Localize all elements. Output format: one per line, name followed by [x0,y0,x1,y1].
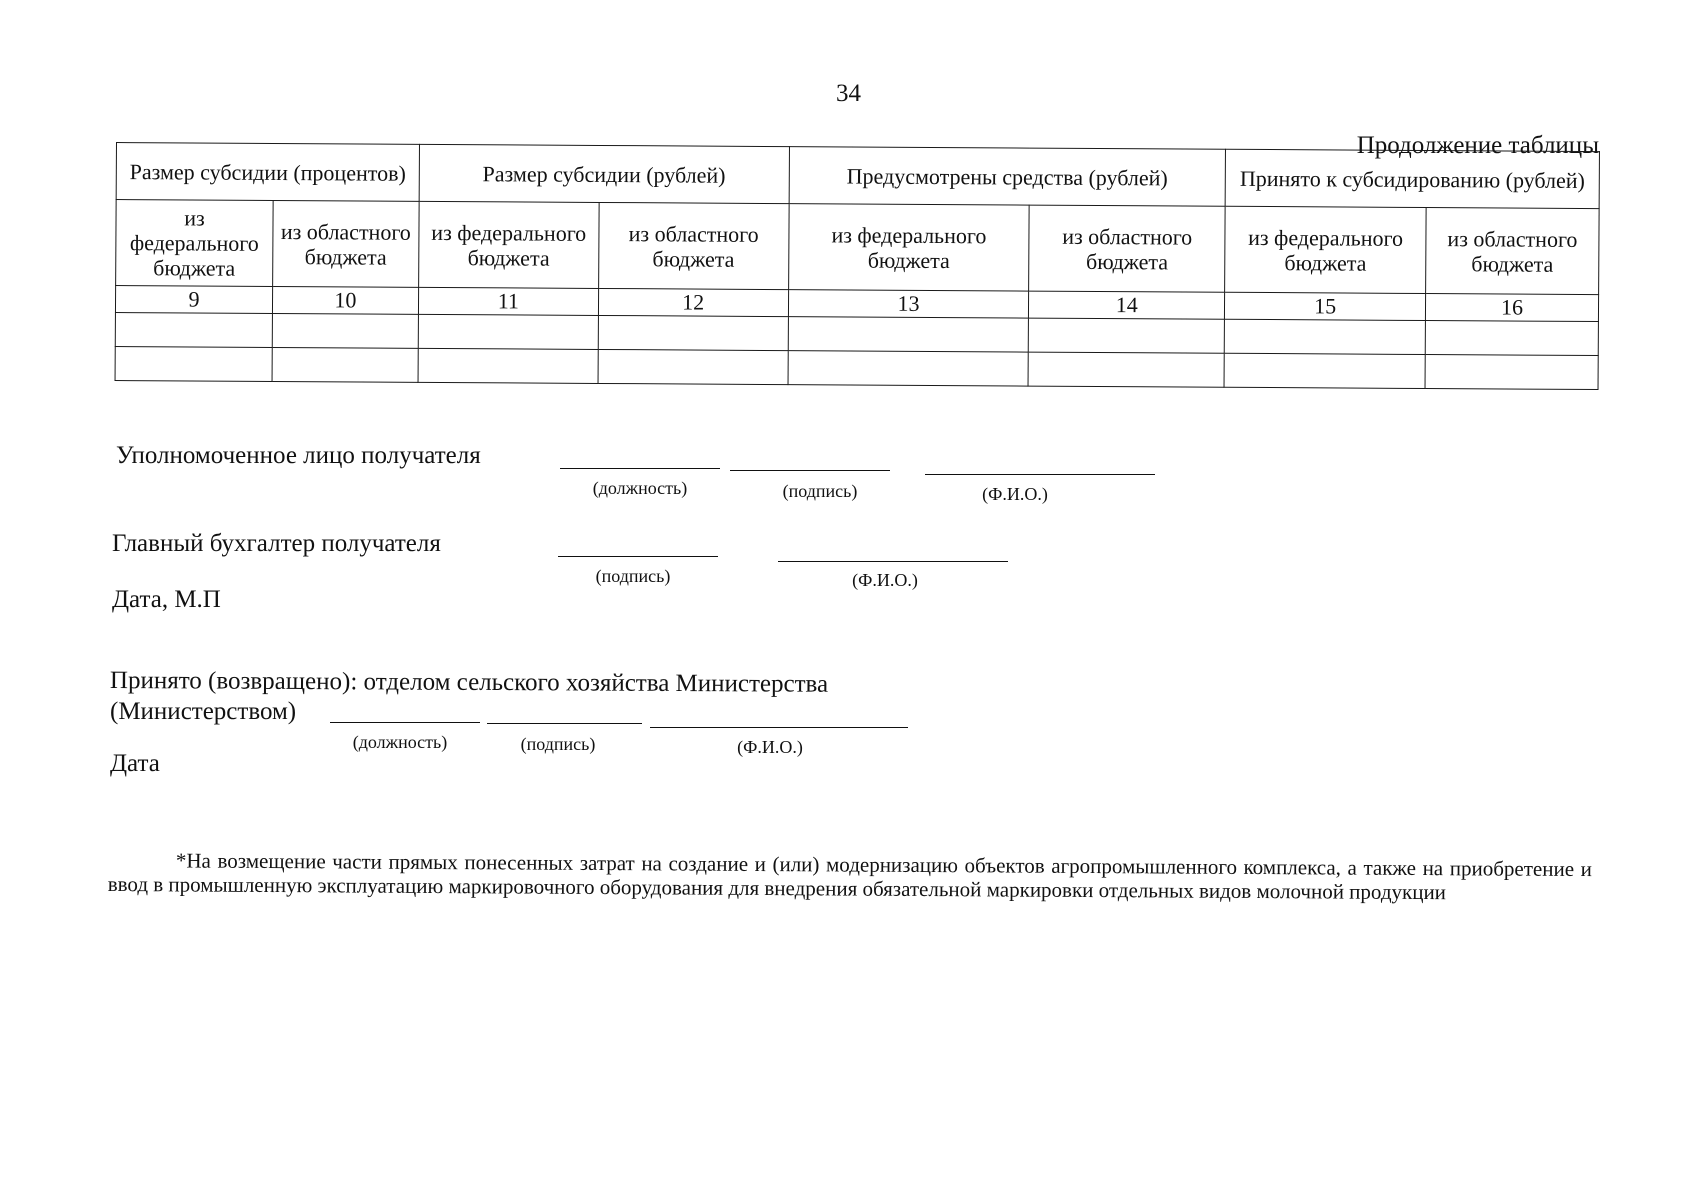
table-cell [1425,321,1598,356]
name-caption: (Ф.И.О.) [852,570,918,590]
signature-line [487,723,642,724]
authorized-person-label: Уполномоченное лицо получателя [116,442,481,469]
sub-header: из федерального бюджета [116,200,273,287]
sub-header: из федерального бюджета [788,204,1029,291]
table-cell [788,317,1029,352]
table-cell [1224,319,1425,354]
footnote-text: *На возмещение части прямых понесенных затрат на создание и (или) модернизацию объектов агропромышленного комплекса, а также на приобретение и ввод в промышленную эксплуатацию маркировочного оборудования для внедрения обязательной маркировки отдельных видов молочной продукции [107,848,1592,905]
position-caption: (должность) [352,732,448,752]
table-cell [1224,353,1425,388]
table-cell [115,346,272,381]
group-header: Предусмотрены средства (рублей) [789,147,1226,207]
subsidy-table [115,142,1600,390]
position-caption: (должность) [592,478,688,498]
column-number: 15 [1225,292,1426,320]
table-cell [272,347,418,382]
position-signature-line [560,468,720,469]
column-number: 9 [115,286,272,314]
sub-header: из областного бюджета [598,202,788,289]
group-header: Принято к субсидированию (рублей) [1225,149,1599,208]
page-number: 34 [836,80,861,107]
table-cell [1028,352,1224,387]
name-caption: (Ф.И.О.) [737,737,803,757]
table-cell [598,349,788,384]
table-cell [272,313,418,348]
name-signature-line [650,727,908,728]
ministry-label: (Министерством) [110,698,297,725]
table-cell [115,312,272,347]
sub-header: из областного бюджета [273,200,419,287]
accepted-label: Принято (возвращено): отделом сельского хозяйства Министерства [109,667,829,698]
column-number: 13 [788,290,1029,318]
footnote [108,848,1592,905]
column-number: 14 [1029,291,1225,319]
table-cell [788,351,1029,386]
column-number: 11 [418,287,598,315]
table-cell [418,348,598,383]
column-number: 10 [272,286,418,314]
table-cell [418,314,598,349]
sub-header: из федерального бюджета [418,201,598,288]
name-signature-line [925,474,1155,475]
signature-line [730,470,890,471]
column-number: 12 [598,288,788,316]
table-cell [1425,355,1598,390]
sub-header: из областного бюджета [1426,208,1599,295]
signature-caption: (подпись) [520,734,596,754]
sub-header: из областного бюджета [1029,205,1225,292]
chief-accountant-label: Главный бухгалтер получателя [112,530,441,557]
name-signature-line [778,561,1008,562]
sub-header: из федерального бюджета [1225,206,1426,293]
table-cell [598,315,788,350]
name-caption: (Ф.И.О.) [982,484,1048,504]
group-header: Размер субсидии (рублей) [419,144,789,203]
table-cell [1029,318,1225,353]
position-signature-line [330,722,480,723]
group-header: Размер субсидии (процентов) [116,143,419,202]
signature-line [558,556,718,557]
column-number: 16 [1426,294,1599,322]
signature-caption: (подпись) [595,566,671,586]
date-stamp-label: Дата, М.П [112,586,221,613]
date-label: Дата [110,750,160,777]
signature-caption: (подпись) [782,481,858,501]
continuation-label: Продолжение таблицы [1356,132,1599,159]
